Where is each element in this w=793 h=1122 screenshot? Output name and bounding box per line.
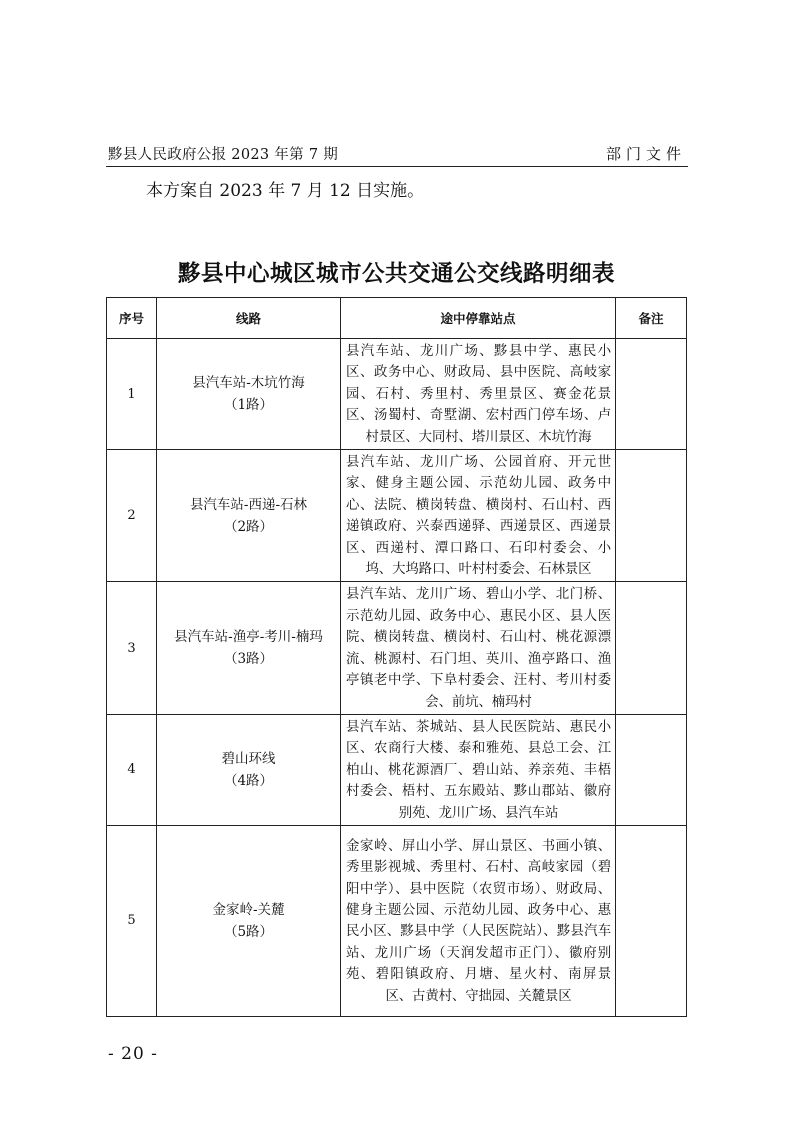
table-row	[107, 714, 687, 825]
row-number: 5	[107, 825, 157, 1016]
route-cell	[157, 714, 341, 825]
header-note: 备注	[616, 298, 687, 339]
bulletin-issue: 黟县人民政府公报 2023 年第 7 期	[108, 147, 339, 163]
row-number: 3	[107, 582, 157, 714]
running-header	[106, 142, 688, 167]
stops-cell: 金家岭、屏山小学、屏山景区、书画小镇、秀里影视城、秀里村、石村、高岐家园（碧阳中学）、县中医院（农贸市场）、财政局、健身主题公园、示范幼儿园、政务中心、惠民小区、黟县中学（人民医院站）、黟县汽车站、龙川广场（天润发超市正门）、徽府别苑、碧阳镇政府、月塘、星火村、南屏景区、古黄村、守拙园、关麓景区	[341, 825, 616, 1016]
route-number: （4路）	[223, 772, 274, 789]
note-cell	[616, 825, 687, 1016]
row-number: 1	[107, 339, 157, 450]
note-cell	[616, 450, 687, 582]
header-route: 线路	[157, 298, 341, 339]
table-row	[107, 825, 687, 1016]
intro-text: 本方案自 2023 年 7 月 12 日实施。	[146, 181, 425, 201]
route-cell	[157, 825, 341, 1016]
stops-cell: 县汽车站、龙川广场、碧山小学、北门桥、示范幼儿园、政务中心、惠民小区、县人医院、横岗转盘、横岗村、石山村、桃花源漂流、桃源村、石门坦、英川、渔亭路口、渔亭镇老中学、下阜村委会、汪村、考川村委会、前坑、楠玛村	[341, 582, 616, 714]
route-name: 碧山环线	[221, 750, 276, 767]
note-cell	[616, 714, 687, 825]
row-number: 4	[107, 714, 157, 825]
route-number: （2路）	[223, 518, 274, 535]
row-number: 2	[107, 450, 157, 582]
bus-route-table	[106, 297, 687, 1017]
route-name: 县汽车站-渔亭-考川-楠玛	[174, 629, 323, 646]
route-name: 金家岭-关麓	[212, 901, 285, 918]
route-name: 县汽车站-木坑竹海	[192, 375, 305, 392]
route-number: （5路）	[223, 923, 274, 940]
table-row	[107, 450, 687, 582]
route-cell	[157, 450, 341, 582]
table-row	[107, 582, 687, 714]
route-name: 县汽车站-西递-石林	[189, 496, 308, 513]
header-stops: 途中停靠站点	[341, 298, 616, 339]
route-cell	[157, 582, 341, 714]
note-cell	[616, 339, 687, 450]
route-cell	[157, 339, 341, 450]
stops-cell: 县汽车站、龙川广场、黟县中学、惠民小区、政务中心、财政局、县中医院、高岐家园、石村、秀里村、秀里景区、赛金花景区、汤蜀村、奇墅湖、宏村西门停车场、卢村景区、大同村、塔川景区、木坑竹海	[341, 339, 616, 450]
table-row	[107, 339, 687, 450]
stops-cell: 县汽车站、龙川广场、公园首府、开元世家、健身主题公园、示范幼儿园、政务中心、法院、横岗转盘、横岗村、石山村、西递镇政府、兴泰西递驿、西递景区、西递景区、西递村、潭口路口、石印村委会、小坞、大坞路口、叶村村委会、石林景区	[341, 450, 616, 582]
section-label: 部门文件	[605, 145, 686, 163]
table-title: 黟县中心城区城市公共交通公交线路明细表	[177, 261, 615, 287]
route-number: （1路）	[223, 397, 274, 414]
note-cell	[616, 582, 687, 714]
header-no: 序号	[107, 298, 157, 339]
page-number: - 20 -	[108, 1044, 158, 1064]
stops-cell: 县汽车站、茶城站、县人民医院站、惠民小区、农商行大楼、泰和雅苑、县总工会、江柏山、桃花源酒厂、碧山站、养亲苑、丰梧村委会、梧村、五东殿站、黟山郡站、徽府别苑、龙川广场、县汽车站	[341, 714, 616, 825]
table-header-row	[107, 298, 687, 339]
route-number: （3路）	[223, 651, 274, 668]
